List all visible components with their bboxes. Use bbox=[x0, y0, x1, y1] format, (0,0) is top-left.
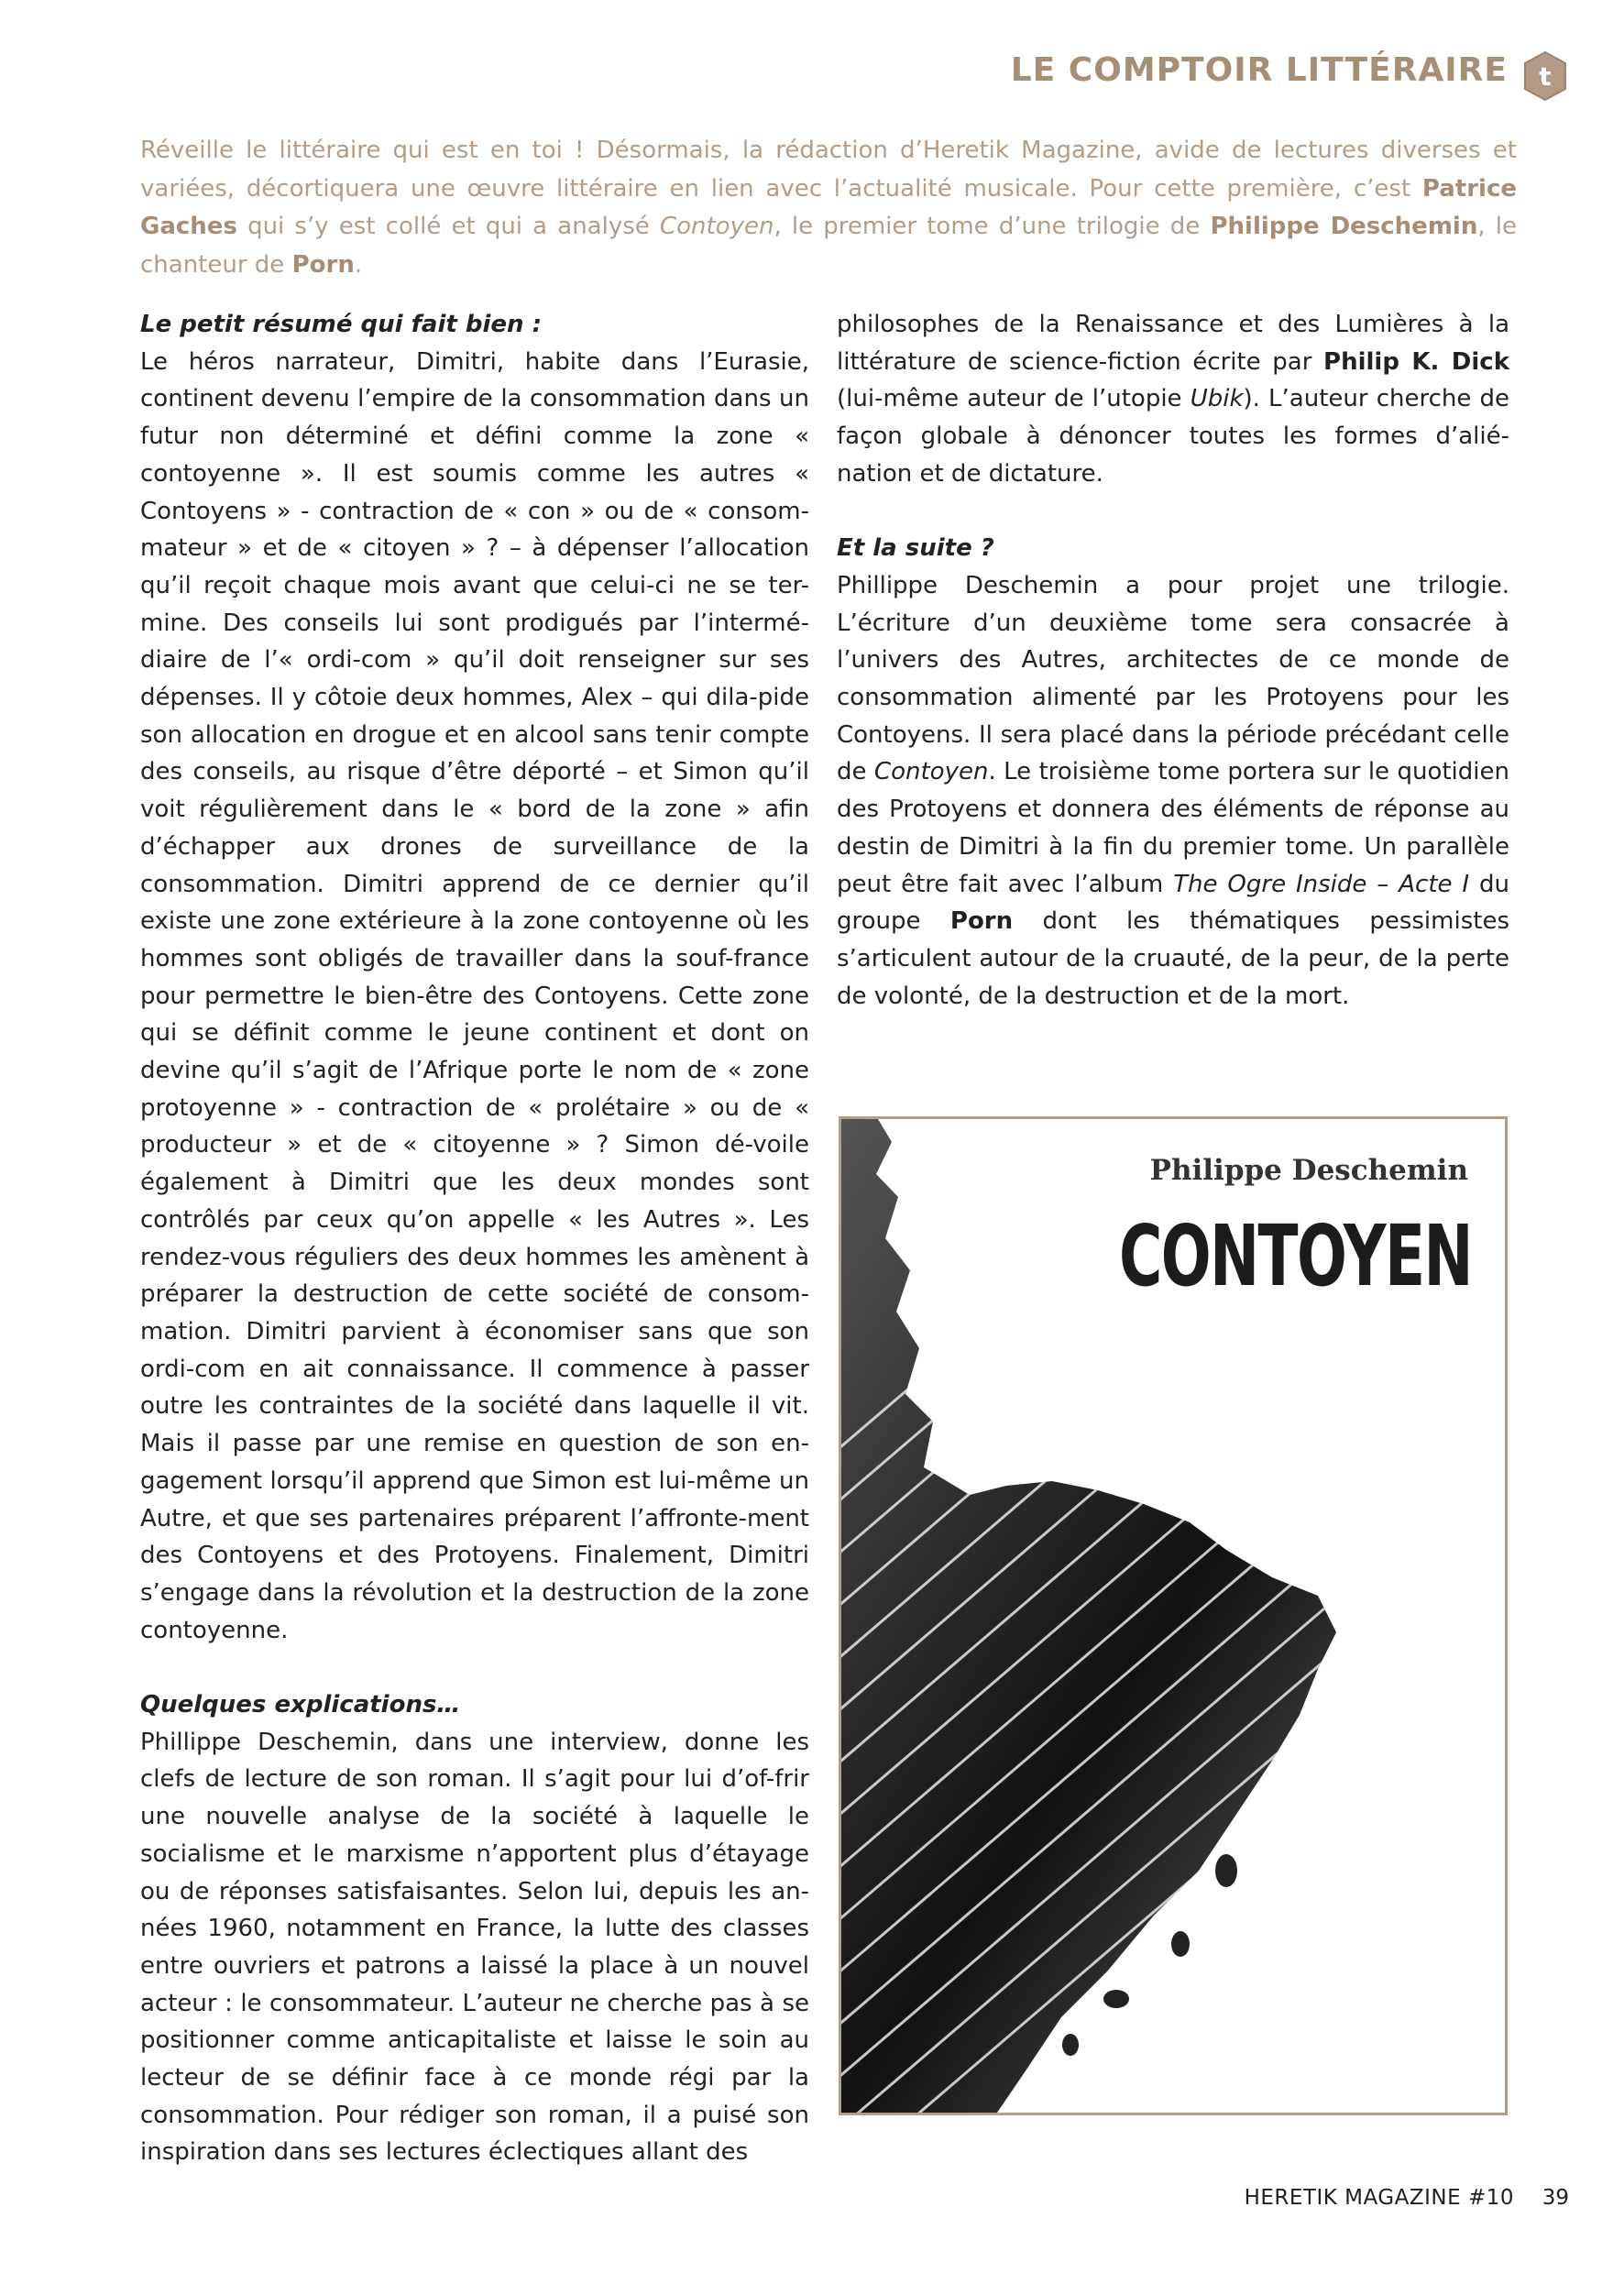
cover-title: CONTOYEN bbox=[1118, 1207, 1472, 1305]
book-title: Contoyen bbox=[659, 213, 774, 240]
book-cover-image bbox=[839, 1116, 1508, 2115]
explanations-continued: philosophes de la Renaissance et des Lumières à la littérature de science-fiction écrite par Philip K. Dick (lui-même auteur de l’utopie Ubik). L’auteur cherche de façon globale à dénoncer toutes les formes d’alié-nation et de dictature. bbox=[837, 311, 1509, 488]
section-heading-next: Et la suite ? bbox=[837, 534, 994, 563]
ubik-title: Ubik bbox=[1190, 385, 1244, 413]
right-column bbox=[837, 306, 1509, 1015]
section-heading-summary: Le petit résumé qui fait bien : bbox=[140, 311, 542, 338]
page-number: 39 bbox=[1542, 2186, 1569, 2210]
section-title: LE COMPTOIR LITTÉRAIRE bbox=[1010, 51, 1508, 89]
philip-k-dick: Philip K. Dick bbox=[1323, 347, 1509, 376]
section-heading-explanations: Quelques explications… bbox=[140, 1691, 461, 1718]
heretik-hex-logo-icon bbox=[1522, 50, 1568, 102]
explanations-body: Phillippe Deschemin, dans une interview, donne les clefs de lecture de son roman. Il s’agit pour lui d’of-frir une nouvelle analyse de la société à laquelle le socialisme et le marxisme n’apportent plus d’étayage ou de réponses satisfaisantes. Selon lui, depuis les an-nées 1960, notamment en France, la lutte des classes entre ouvriers et patrons a laissé la place à un nouvel acteur : le consommateur. L’auteur ne cherche pas à se positionner comme anticapitaliste et laisse le soin au lecteur de se définir face à ce monde régi par la consommation. Pour rédiger son roman, il a puisé son inspiration dans ses lectures éclectiques allant des bbox=[140, 1728, 809, 2167]
footer-magazine: HERETIK MAGAZINE #10 bbox=[1244, 2186, 1514, 2210]
left-column bbox=[140, 306, 809, 2171]
band-name: Porn bbox=[291, 250, 355, 279]
cover-author: Philippe Deschemin bbox=[1149, 1154, 1468, 1187]
logo-letter: t bbox=[1539, 61, 1552, 92]
intro-paragraph: Réveille le littéraire qui est en toi ! Désormais, la rédaction d’Heretik Magazine, avide de lectures diverses et variées, décortiquera une œuvre littéraire en lien avec l’actualité musicale. Pour cette première, c’est Patrice Gaches qui s’y est collé et qui a analysé Contoyen, le premier tome d’une trilogie de Philippe Deschemin, le chanteur de Porn. bbox=[140, 137, 1517, 279]
next-body: Phillippe Deschemin a pour projet une trilogie. L’écriture d’un deuxième tome sera consacrée à l’univers des Autres, architectes de ce monde de consommation alimenté par les Protoyens pour les Contoyens. Il sera placé dans la période précédant celle de Contoyen. Le troisième tome portera sur le quotidien des Protoyens et donnera des éléments de réponse au destin de Dimitri à la fin du premier tome. Un parallèle peut être fait avec l’album The Ogre Inside – Acte I du groupe Porn dont les thématiques pessimistes s’articulent autour de la cruauté, de la peur, de la perte de volonté, de la destruction et de la mort. bbox=[837, 571, 1509, 1010]
summary-body: Le héros narrateur, Dimitri, habite dans l’Eurasie, continent devenu l’empire de la consommation dans un futur non déterminé et défini comme la zone « contoyenne ». Il est soumis comme les autres « Contoyens » - contraction de « con » ou de « consom-mateur » et de « citoyen » ? – à dépenser l’allocation qu’il reçoit chaque mois avant que celui-ci ne se ter-mine. Des conseils lui sont prodigués par l’intermé-diaire de l’« ordi-com » qu’il doit renseigner sur ses dépenses. Il y côtoie deux hommes, Alex – qui dila-pide son allocation en drogue et en alcool sans tenir compte des conseils, au risque d’être déporté – et Simon qu’il voit régulièrement dans le « bord de la zone » afin d’échapper aux drones de surveillance de la consommation. Dimitri apprend de ce dernier qu’il existe une zone extérieure à la zone contoyenne où les hommes sont obligés de travailler dans la souf-france pour permettre le bien-être des Contoyens. Cette zone qui se définit comme le jeune continent et dont on devine qu’il s’agit de l’Afrique porte le nom de « zone protoyenne » - contraction de « prolétaire » ou de « producteur » et de « citoyenne » ? Simon dé-voile également à Dimitri que les deux mondes sont contrôlés par ceux qu’on appelle « les Autres ». Les rendez-vous réguliers des deux hommes les amènent à préparer la destruction de cette société de consom-mation. Dimitri parvient à économiser sans que son ordi-com en ait connaissance. Il commence à passer outre les contraintes de la société dans laquelle il vit. Mais il passe par une remise en question de son en-gagement lorsqu’il apprend que Simon est lui-même un Autre, et que ses partenaires préparent l’affronte-ment des Contoyens et des Protoyens. Finalement, Dimitri s’engage dans la révolution et la destruction de la zone contoyenne. bbox=[140, 347, 809, 1644]
book-author: Philippe Deschemin bbox=[1210, 213, 1478, 240]
reviewer-name: Patrice Gaches bbox=[140, 174, 1517, 240]
album-title: The Ogre Inside – Acte I bbox=[1173, 870, 1470, 898]
